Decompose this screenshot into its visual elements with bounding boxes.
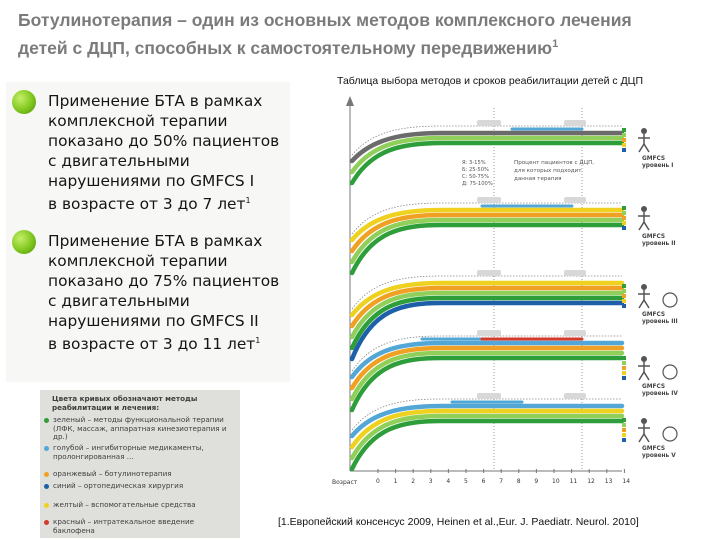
rehab-pathway-figure: [332, 88, 717, 488]
level-marker: [622, 211, 626, 215]
age-tick-label: 1: [393, 478, 398, 485]
gmfcs-level-label: уровень V: [642, 453, 676, 459]
level-marker: [622, 143, 626, 147]
age-tick-label: 5: [464, 478, 468, 485]
bullet-1-line-1: Применение БТА в рамках: [48, 92, 263, 110]
legend-dot-icon: [44, 484, 49, 489]
gmfcs-level-label: уровень I: [642, 163, 674, 169]
bullet-1-footnote: 1: [245, 196, 251, 205]
child-figure-icon: [638, 128, 650, 152]
age-tick-label: 14: [622, 478, 631, 485]
level-marker: [622, 128, 626, 132]
bullet-1-line-6: в возрасте от 3 до 7 лет: [48, 195, 246, 214]
slide-title: [18, 8, 708, 60]
bullet-2-line-4: с двигательными: [48, 292, 190, 310]
level-marker: [622, 304, 626, 308]
gmfcs-levels: [622, 128, 678, 459]
legend-title: Цвета кривых обозначают методы реабилитации и лечения:: [52, 394, 198, 412]
level-marker: [622, 366, 626, 370]
gmfcs-level-label: уровень III: [642, 319, 678, 325]
level-marker: [622, 371, 626, 375]
milestone-tag: [477, 197, 501, 203]
bullet-text-1: [48, 91, 298, 214]
bullet-1-line-4: с двигательными: [48, 152, 190, 170]
level-marker: [622, 133, 626, 137]
level-marker: [622, 433, 626, 437]
bullet-1-line-3: показано до 50% пациентов: [48, 132, 280, 150]
inset-text-3: данная терапия: [514, 176, 562, 182]
bullet-2-footnote: 1: [255, 336, 261, 345]
bullet-panel: [6, 82, 290, 382]
child-figure-icon: [638, 284, 650, 308]
age-tick-label: 3: [428, 478, 433, 485]
gmfcs-level: [622, 418, 677, 459]
inset-text-1: Процент пациентов с ДЦП,: [514, 160, 595, 166]
milestone-tag: [477, 393, 501, 399]
gmfcs-level-label: GMFCS: [642, 446, 666, 452]
level-marker: [622, 428, 626, 432]
wheelchair-icon: [663, 365, 677, 379]
gmfcs-curve-group: [352, 393, 622, 469]
green-bullet-icon: [12, 230, 36, 254]
age-tick-label: 2: [411, 478, 416, 485]
age-tick-label: 8: [516, 478, 521, 485]
percent-inset: [462, 160, 594, 187]
bullet-2-line-1: Применение БТА в рамках: [48, 232, 263, 250]
level-marker: [622, 299, 626, 303]
reference-citation: [1.Европейский консенсус 2009, Heinen et al.,Eur. J. Paediatr. Neurol. 2010]: [278, 516, 639, 528]
level-marker: [622, 438, 626, 442]
bullet-2-line-5: нарушениями по GMFCS II: [48, 312, 259, 330]
bullet-1-line-2: комплексной терапии: [48, 112, 228, 130]
gmfcs-level-label: GMFCS: [642, 312, 666, 318]
green-bullet-icon: [12, 90, 36, 114]
inset-text-2: для которых подходит: [514, 168, 582, 174]
level-marker: [622, 138, 626, 142]
legend-item-text: желтый – вспомогательные средства: [53, 500, 196, 509]
age-tick-label: 9: [534, 478, 539, 485]
age-tick-label: 7: [499, 478, 504, 485]
milestone-tag: [477, 270, 501, 276]
legend-item-text: красный – интратекальное введение баклофена: [53, 517, 195, 535]
inset-range-1: Я: 3-15%: [462, 160, 486, 166]
legend-item-text: синий – ортопедическая хирургия: [53, 481, 184, 490]
legend-item-text: зеленый – методы функциональной терапии (ЛФК, массаж, аппаратная кинезиотерапия и др.): [53, 415, 227, 442]
wheelchair-icon: [663, 293, 677, 307]
age-tick-label: 6: [481, 478, 486, 485]
axis-arrow-icon: [346, 96, 354, 106]
level-marker: [622, 148, 626, 152]
gmfcs-level: [622, 284, 678, 325]
level-marker: [622, 206, 626, 210]
gmfcs-level: [622, 356, 678, 397]
age-axis-label: Возраст: [332, 479, 358, 486]
age-tick-label: 13: [604, 478, 613, 485]
legend-dot-icon: [44, 418, 49, 423]
age-tick-label: 12: [587, 478, 595, 485]
legend-item-text: оранжевый – ботулинотерапия: [53, 469, 172, 478]
inset-range-2: Б: 25-50%: [462, 167, 489, 173]
level-marker: [622, 294, 626, 298]
gmfcs-level-label: GMFCS: [642, 384, 666, 390]
level-marker: [622, 418, 626, 422]
milestone-tag: [564, 330, 586, 336]
gmfcs-level-label: GMFCS: [642, 234, 666, 240]
level-marker: [622, 356, 626, 360]
gmfcs-level-label: уровень II: [642, 241, 676, 247]
milestone-tag: [564, 270, 586, 276]
age-tick-label: 4: [446, 478, 451, 485]
legend-dot-icon: [44, 472, 49, 477]
table-caption: Таблица выбора методов и сроков реабилитации детей с ДЦП: [337, 75, 643, 87]
legend-dot-icon: [44, 446, 49, 451]
gmfcs-level-label: GMFCS: [642, 156, 666, 162]
gmfcs-level: [622, 206, 676, 247]
level-marker: [622, 284, 626, 288]
age-tick-label: 0: [376, 478, 380, 485]
child-figure-icon: [638, 206, 650, 230]
title-line-1: Ботулинотерапия – один из основных методов комплексного лечения: [18, 10, 632, 30]
level-marker: [622, 361, 626, 365]
inset-range-4: Д: 75-100%: [462, 181, 493, 187]
inset-range-3: С: 50-75%: [462, 174, 490, 180]
legend-dot-icon: [44, 520, 49, 525]
milestone-tag: [564, 197, 586, 203]
child-figure-icon: [638, 356, 650, 380]
level-marker: [622, 376, 626, 380]
level-marker: [622, 216, 626, 220]
bullet-2-line-3: показано до 75% пациентов: [48, 272, 280, 290]
milestone-tag: [564, 120, 586, 126]
bullet-2-line-2: комплексной терапии: [48, 252, 228, 270]
level-marker: [622, 423, 626, 427]
legend-dot-icon: [44, 503, 49, 508]
age-tick-label: 10: [552, 478, 560, 485]
bullet-1-line-5: нарушениями по GMFCS I: [48, 172, 255, 190]
gmfcs-level-label: уровень IV: [642, 391, 678, 397]
level-marker: [622, 289, 626, 293]
age-tick-label: 11: [569, 478, 578, 485]
level-marker: [622, 226, 626, 230]
title-footnote-marker: 1: [552, 38, 559, 50]
bullet-2-line-6: в возрасте от 3 до 11 лет: [48, 335, 256, 354]
color-legend: [40, 390, 240, 538]
title-line-2: детей с ДЦП, способных к самостоятельному передвижению: [18, 37, 553, 58]
legend-item-text: голубой – ингибиторные медикаменты, пролонгированная ...: [53, 443, 204, 461]
bullet-text-2: [48, 231, 298, 354]
milestone-tag: [564, 393, 586, 399]
milestone-tag: [477, 330, 501, 336]
child-figure-icon: [638, 418, 650, 442]
gmfcs-level: [622, 128, 673, 169]
wheelchair-icon: [663, 427, 677, 441]
milestone-tag: [477, 120, 501, 126]
level-marker: [622, 221, 626, 225]
